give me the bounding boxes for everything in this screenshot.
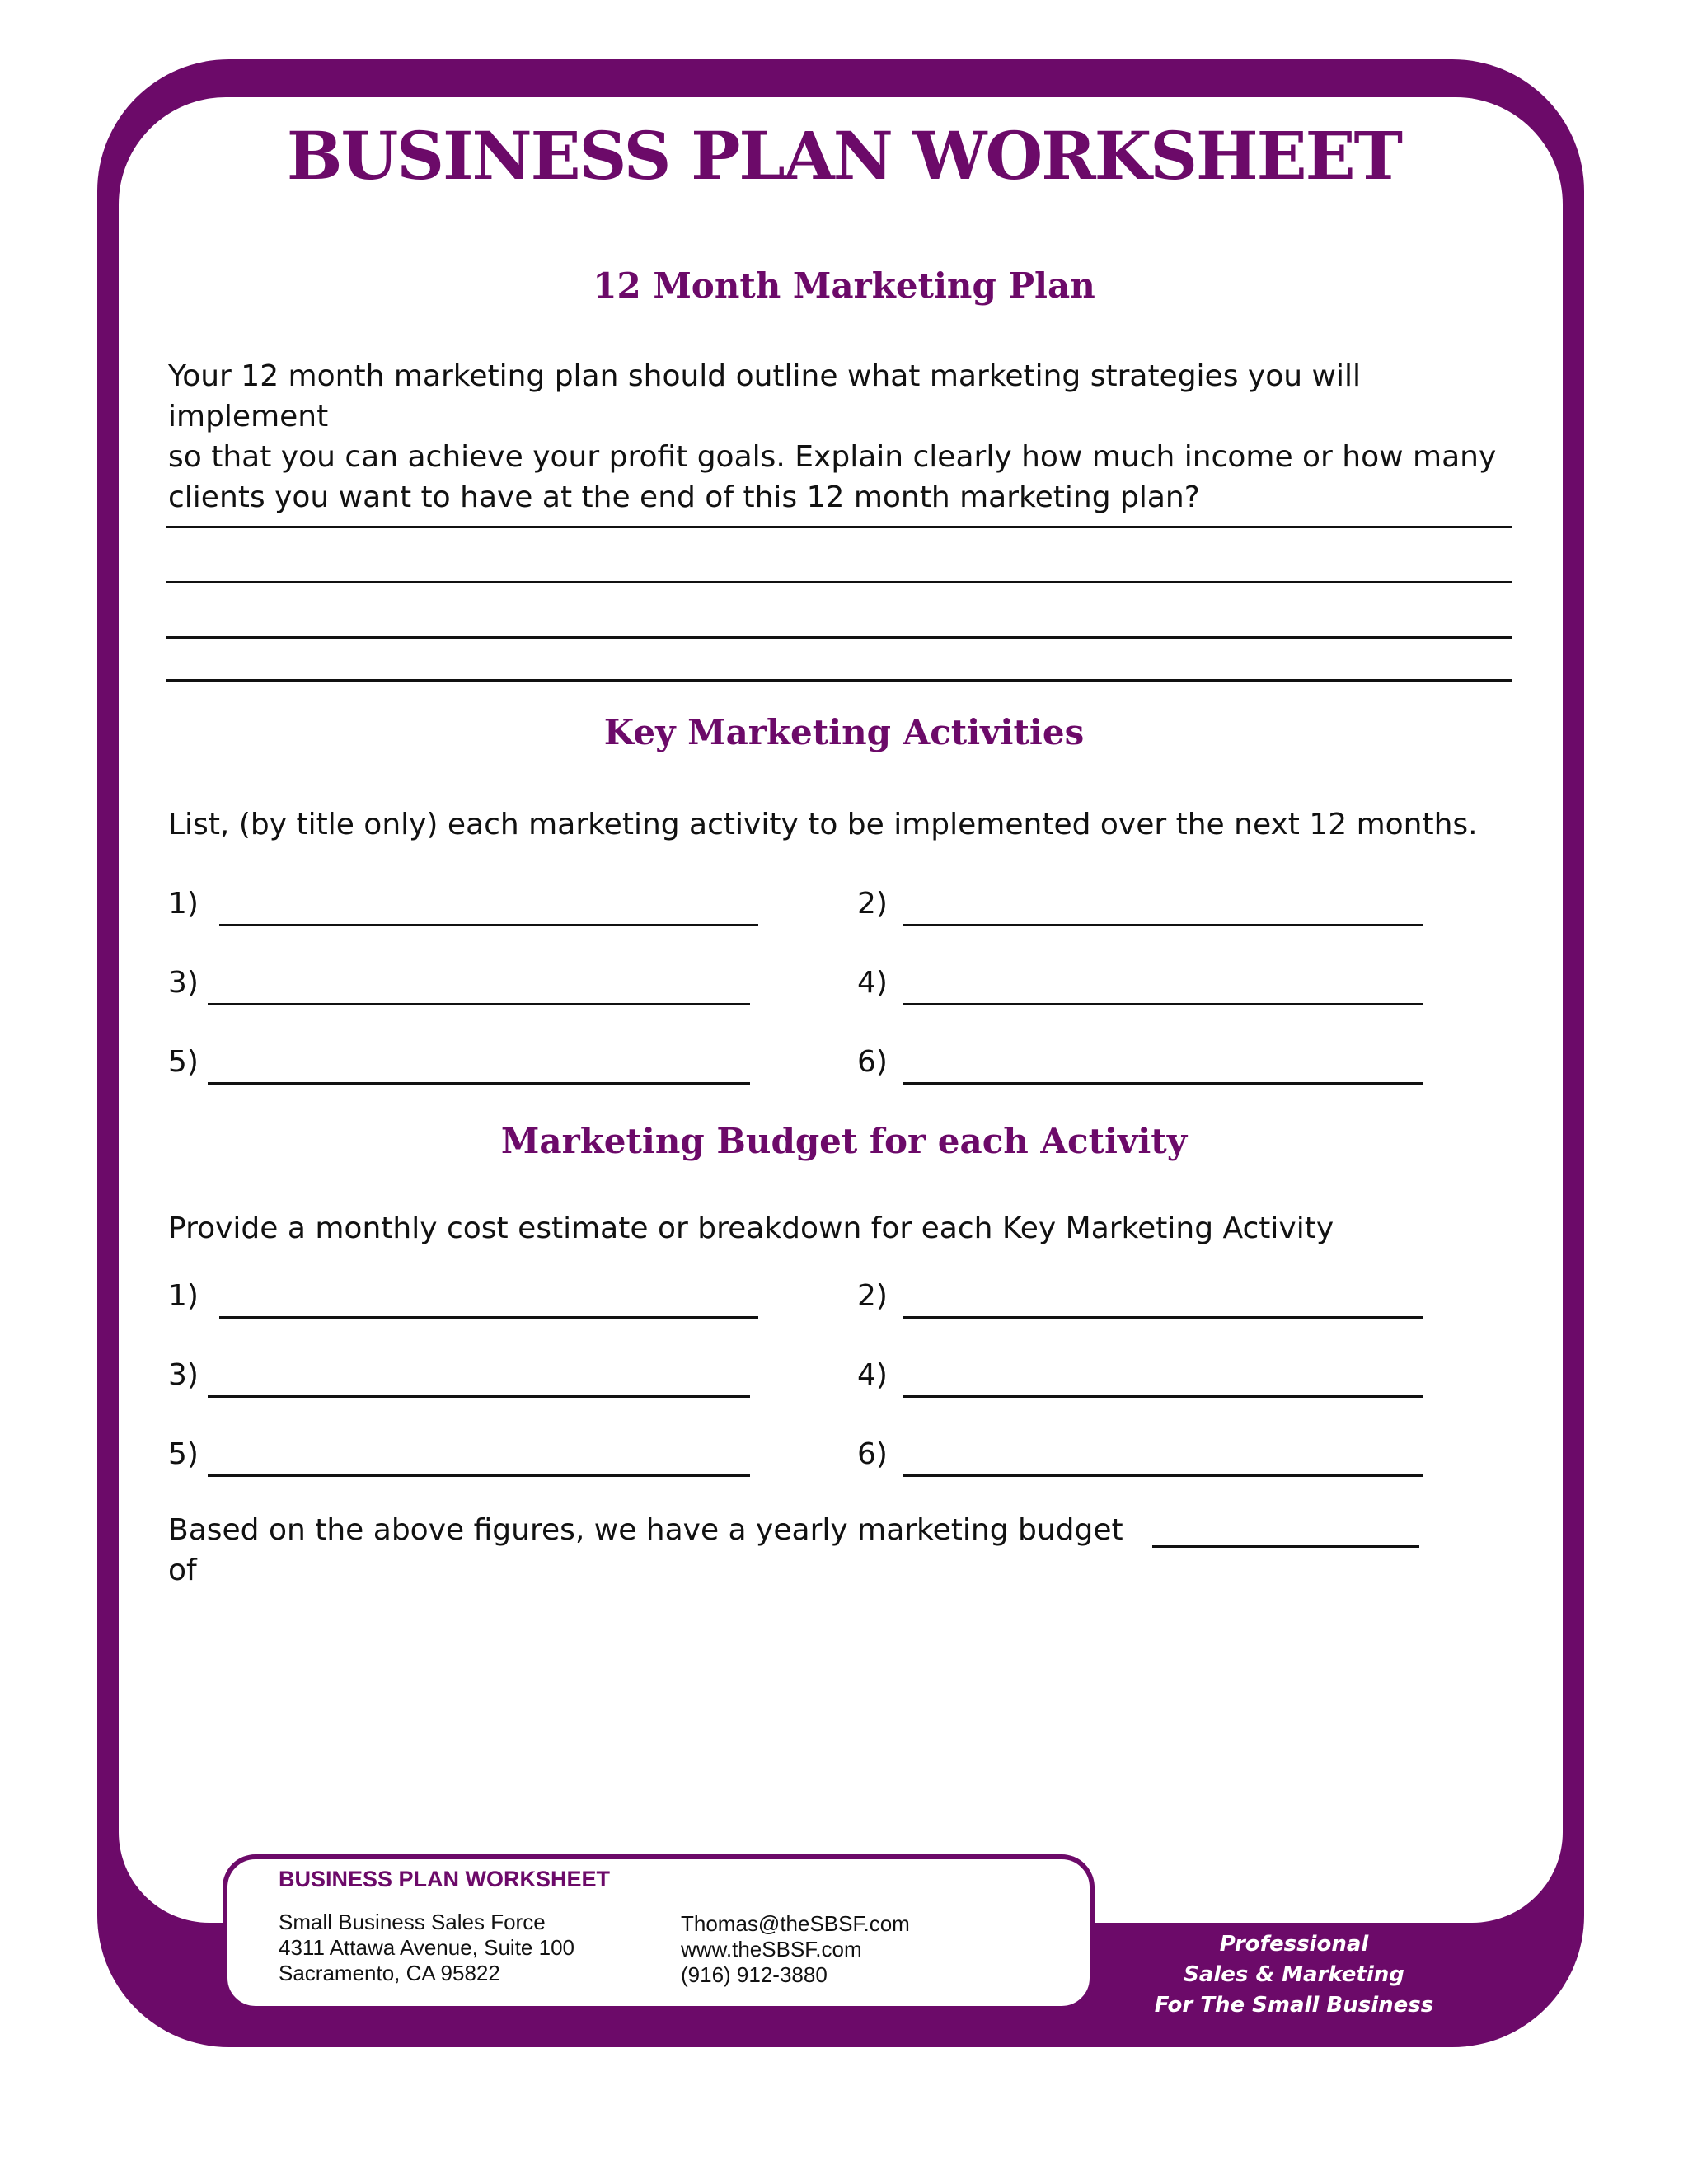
- key-activities-intro: List, (by title only) each marketing activity to be implemented over the next 12 months.: [168, 808, 1478, 841]
- contact-website[interactable]: www.theSBSF.com: [681, 1937, 862, 1961]
- budget-item-4[interactable]: [857, 1358, 1423, 1399]
- company-name: Small Business Sales Force: [279, 1910, 546, 1934]
- budget-item-6[interactable]: [857, 1437, 1423, 1479]
- fill-in-line[interactable]: [219, 1316, 758, 1319]
- activity-item-4[interactable]: [857, 966, 1423, 1007]
- item-number: 1): [168, 1279, 199, 1313]
- fill-in-line[interactable]: [208, 1003, 750, 1005]
- tagline-line: For The Small Business: [1154, 1993, 1434, 2018]
- item-number: 6): [857, 1045, 888, 1079]
- item-number: 4): [857, 966, 888, 1000]
- item-number: 5): [168, 1045, 199, 1079]
- item-number: 5): [168, 1437, 199, 1471]
- item-number: 6): [857, 1437, 888, 1471]
- fill-in-line[interactable]: [903, 1395, 1423, 1398]
- item-number: 3): [168, 1358, 199, 1392]
- section-heading-budget: Marketing Budget for each Activity: [500, 1121, 1188, 1161]
- answer-line[interactable]: [166, 636, 1512, 639]
- address-line-1: 4311 Attawa Avenue, Suite 100: [279, 1935, 574, 1960]
- item-number: 2): [857, 887, 888, 921]
- address-line-2: Sacramento, CA 95822: [279, 1961, 500, 1985]
- fill-in-line[interactable]: [219, 924, 758, 926]
- marketing-plan-intro: [168, 356, 1520, 518]
- budget-item-1[interactable]: [168, 1279, 758, 1320]
- section-heading-key-activities: Key Marketing Activities: [603, 712, 1085, 752]
- activity-item-6[interactable]: [857, 1045, 1423, 1086]
- fill-in-line[interactable]: [903, 924, 1423, 926]
- item-number: 1): [168, 887, 199, 921]
- budget-item-2[interactable]: [857, 1279, 1423, 1320]
- fill-in-line[interactable]: [208, 1395, 750, 1398]
- section-heading-marketing-plan: 12 Month Marketing Plan: [593, 265, 1095, 306]
- footer-title: BUSINESS PLAN WORKSHEET: [279, 1867, 611, 1891]
- fill-in-line[interactable]: [208, 1474, 750, 1477]
- item-number: 4): [857, 1358, 888, 1392]
- budget-item-3[interactable]: [168, 1358, 750, 1399]
- fill-in-line[interactable]: [208, 1082, 750, 1085]
- answer-line[interactable]: [166, 581, 1512, 583]
- item-number: 2): [857, 1279, 888, 1313]
- fill-in-line[interactable]: [903, 1474, 1423, 1477]
- item-number: 3): [168, 966, 199, 1000]
- budget-closing-statement: Based on the above figures, we have a yearly marketing budget of: [168, 1513, 1123, 1587]
- fill-in-line[interactable]: [903, 1316, 1423, 1319]
- intro-line: so that you can achieve your profit goals. Explain clearly how much income or how many: [168, 440, 1497, 474]
- activity-item-2[interactable]: [857, 887, 1423, 928]
- footer-contact-block: [681, 1911, 910, 1988]
- page-title: BUSINESS PLAN WORKSHEET: [286, 117, 1402, 194]
- activity-item-3[interactable]: [168, 966, 750, 1007]
- activity-item-1[interactable]: [168, 887, 758, 928]
- contact-email[interactable]: Thomas@theSBSF.com: [681, 1911, 910, 1936]
- tagline-line: Sales & Marketing: [1184, 1962, 1404, 1987]
- budget-item-5[interactable]: [168, 1437, 750, 1479]
- fill-in-line[interactable]: [903, 1003, 1423, 1005]
- yearly-budget-line[interactable]: [1152, 1545, 1419, 1548]
- answer-line[interactable]: [166, 679, 1512, 682]
- footer-tagline: [1100, 1929, 1488, 2021]
- answer-line[interactable]: [166, 526, 1512, 528]
- fill-in-line[interactable]: [903, 1082, 1423, 1085]
- activity-item-5[interactable]: [168, 1045, 750, 1086]
- budget-intro: Provide a monthly cost estimate or breakdown for each Key Marketing Activity: [168, 1212, 1334, 1245]
- tagline-line: Professional: [1219, 1932, 1369, 1957]
- intro-line: Your 12 month marketing plan should outline what marketing strategies you will implement: [168, 359, 1361, 434]
- footer-address-block: [279, 1910, 574, 1986]
- intro-line: clients you want to have at the end of this 12 month marketing plan?: [168, 480, 1200, 514]
- contact-phone: (916) 912-3880: [681, 1962, 828, 1987]
